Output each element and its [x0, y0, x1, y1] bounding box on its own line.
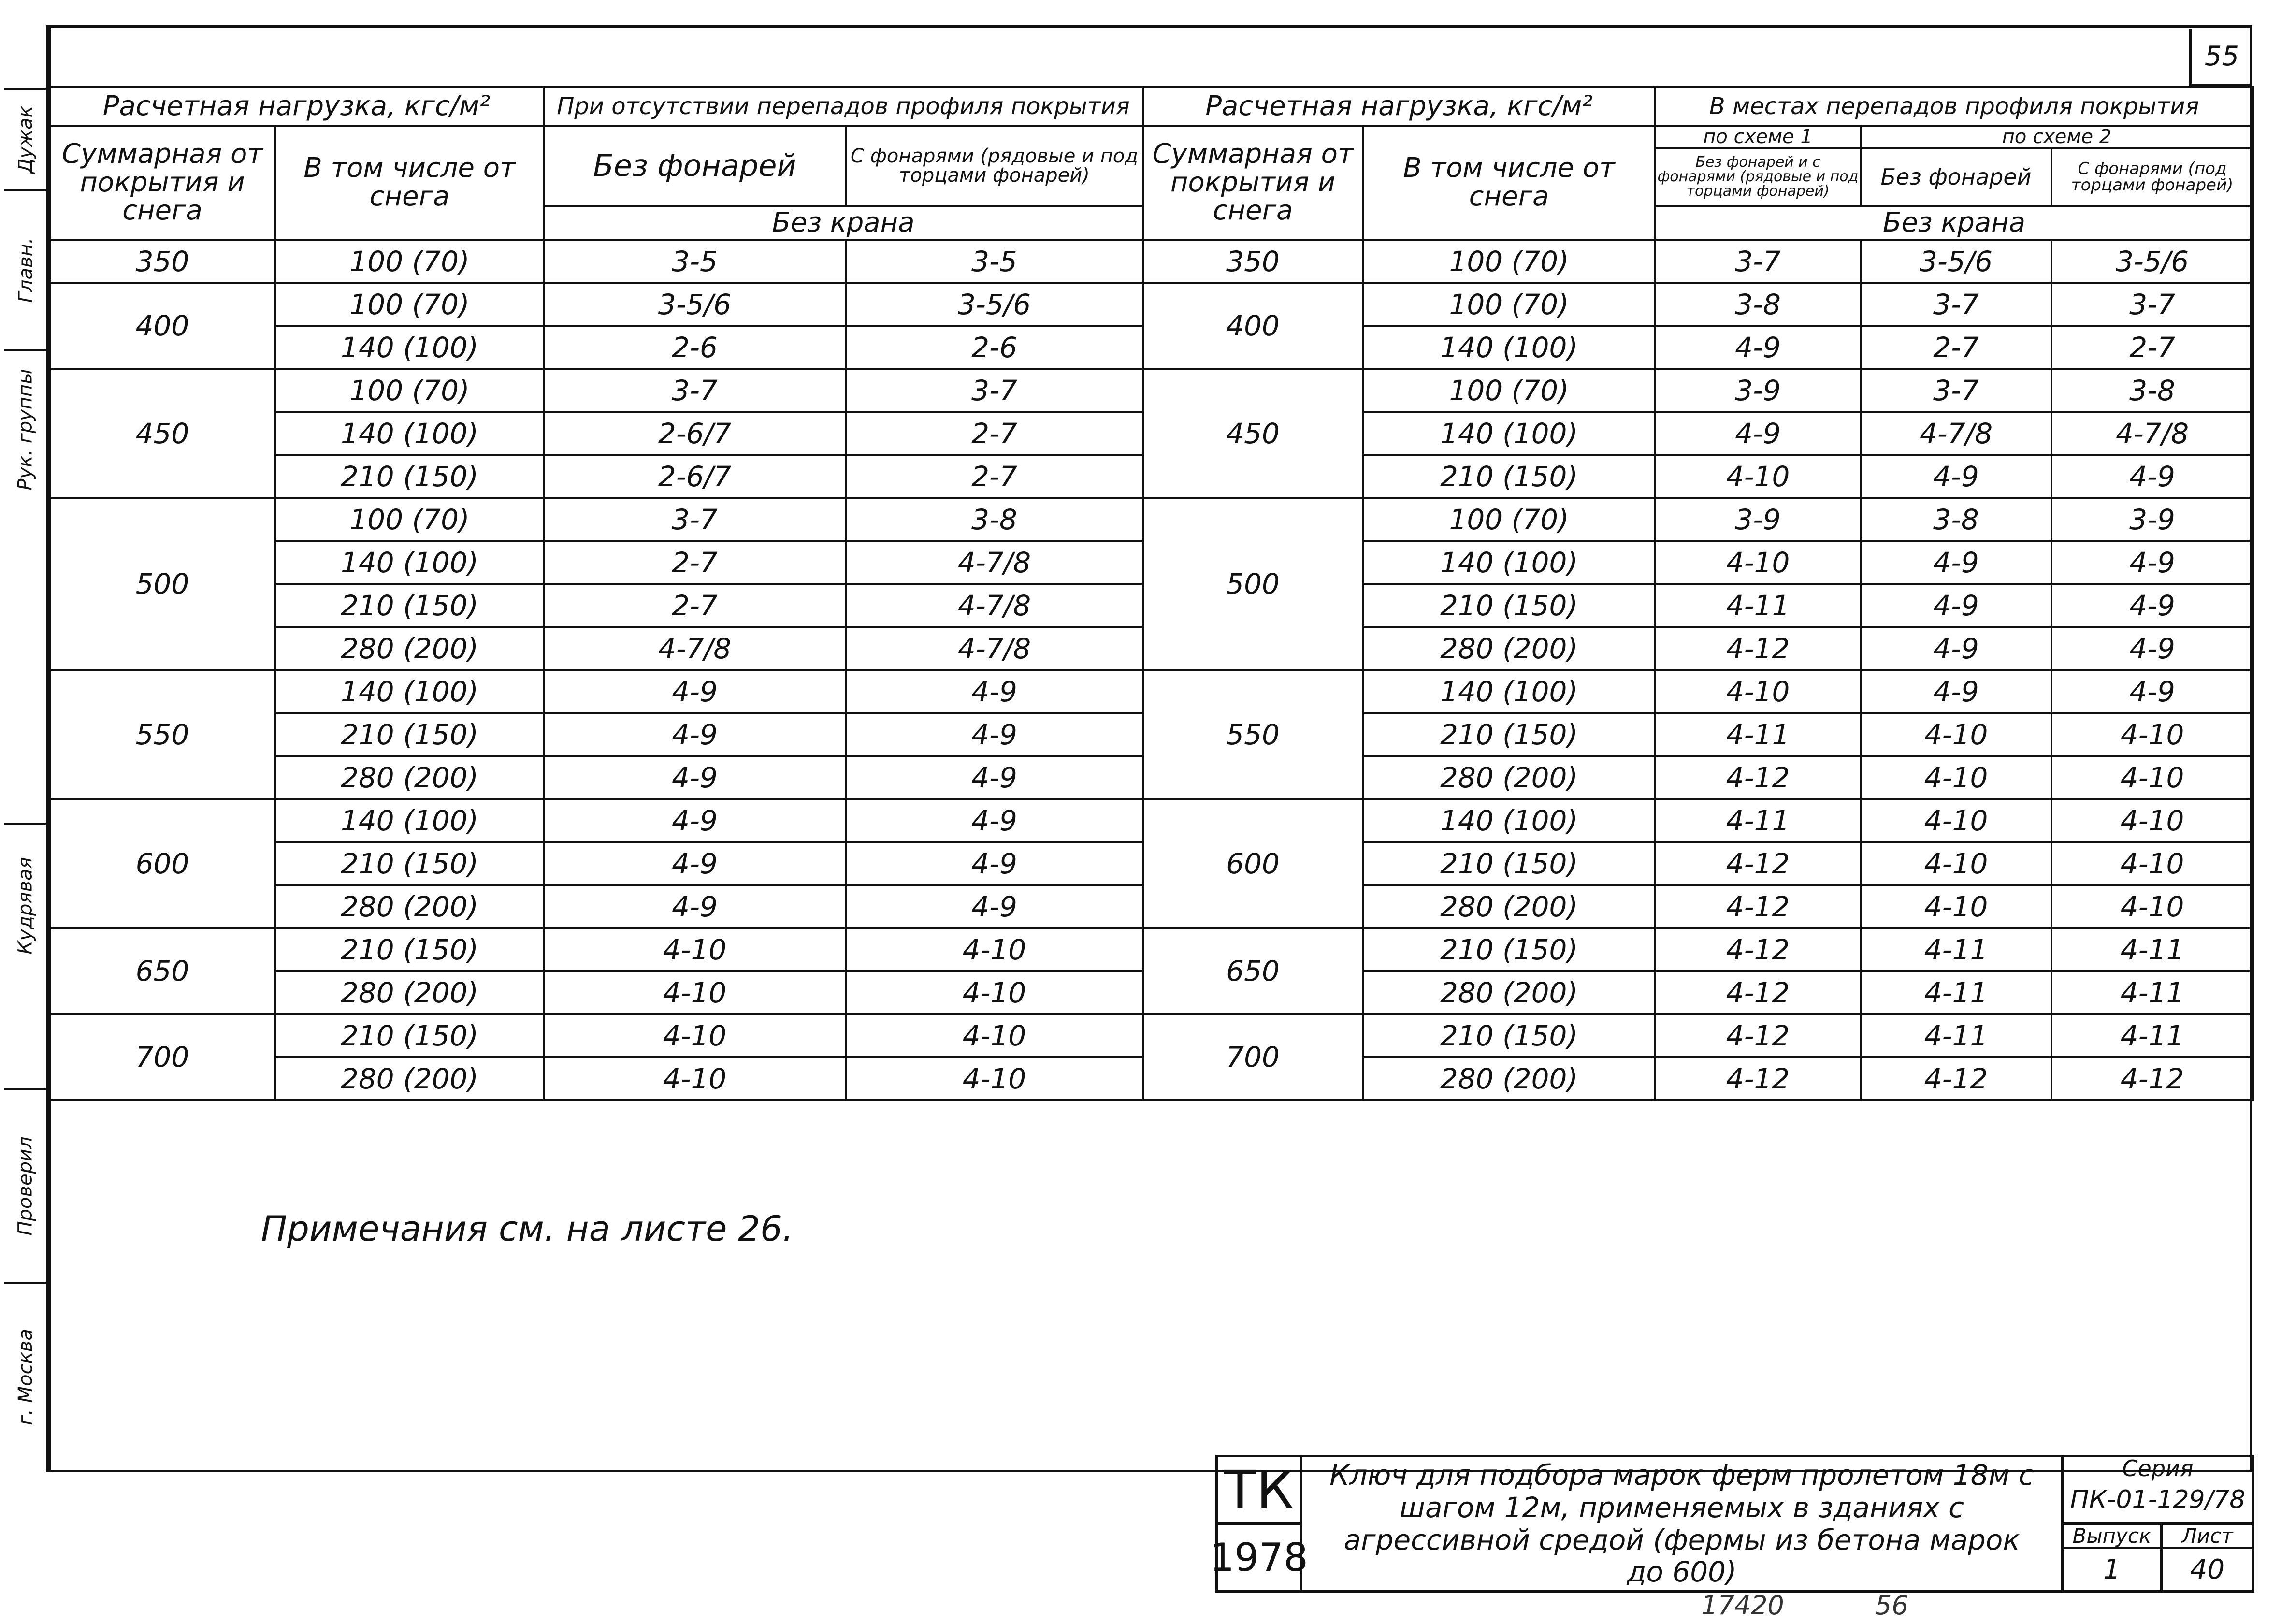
snow-load-cell: 210 (150) [275, 455, 544, 498]
mark-scheme1-cell: 4-12 [1655, 756, 1861, 799]
mark-scheme2-no-lanterns-cell: 3-7 [1861, 369, 2051, 412]
mark-scheme2-with-lanterns-cell: 4-7/8 [2051, 412, 2253, 455]
right-snow-load-cell: 140 (100) [1363, 541, 1655, 584]
total-load-cell: 400 [49, 283, 275, 369]
title-block [1210, 1455, 2254, 1595]
right-snow-load-cell: 140 (100) [1363, 670, 1655, 713]
right-total-load-cell: 500 [1143, 498, 1363, 670]
right-total-load-cell: 600 [1143, 799, 1363, 928]
right-snow-load-cell: 140 (100) [1363, 799, 1655, 842]
mark-scheme2-with-lanterns-cell: 4-11 [2051, 971, 2253, 1014]
snow-load-cell: 280 (200) [275, 1057, 544, 1100]
stamp-cell [4, 1282, 47, 1470]
right-snow-load-cell: 280 (200) [1363, 756, 1655, 799]
snow-load-cell: 140 (100) [275, 326, 544, 369]
snow-load-cell: 100 (70) [275, 283, 544, 326]
mark-scheme2-no-lanterns-cell: 4-10 [1861, 842, 2051, 885]
header-scheme1: по схеме 1 [1655, 126, 1861, 148]
snow-load-cell: 280 (200) [275, 885, 544, 928]
header-left-load: Расчетная нагрузка, кгс/м² [49, 87, 544, 126]
mark-scheme2-no-lanterns-cell: 4-9 [1861, 670, 2051, 713]
mark-scheme1-cell: 3-9 [1655, 498, 1861, 541]
stamp-text: Рук. группы [14, 369, 37, 491]
header-no-drop: При отсутствии перепадов профиля покрытия [544, 87, 1143, 126]
snow-load-cell: 140 (100) [275, 670, 544, 713]
mark-with-lanterns-cell: 3-5 [846, 240, 1143, 283]
right-snow-load-cell: 100 (70) [1363, 240, 1655, 283]
mark-with-lanterns-cell: 4-9 [846, 756, 1143, 799]
mark-with-lanterns-cell: 4-7/8 [846, 584, 1143, 627]
mark-scheme2-no-lanterns-cell: 4-9 [1861, 627, 2051, 670]
right-snow-load-cell: 210 (150) [1363, 1014, 1655, 1057]
mark-scheme1-cell: 4-9 [1655, 412, 1861, 455]
mark-scheme1-cell: 4-12 [1655, 1014, 1861, 1057]
mark-scheme2-with-lanterns-cell: 4-9 [2051, 627, 2253, 670]
mark-scheme1-cell: 3-7 [1655, 240, 1861, 283]
mark-scheme2-with-lanterns-cell: 4-12 [2051, 1057, 2253, 1100]
mark-no-lanterns-cell: 3-7 [544, 369, 846, 412]
mark-no-lanterns-cell: 2-6 [544, 326, 846, 369]
snow-load-cell: 210 (150) [275, 584, 544, 627]
right-total-load-cell: 550 [1143, 670, 1363, 799]
mark-no-lanterns-cell: 2-7 [544, 541, 846, 584]
total-load-cell: 700 [49, 1014, 275, 1100]
mark-with-lanterns-cell: 4-10 [846, 1057, 1143, 1100]
stamp-text: Кудрявая [14, 857, 37, 955]
mark-no-lanterns-cell: 2-6/7 [544, 412, 846, 455]
issue-number: 1 [2061, 1547, 2163, 1593]
mark-no-lanterns-cell: 2-7 [544, 584, 846, 627]
mark-scheme1-cell: 4-10 [1655, 455, 1861, 498]
header-with-drop: В местах перепадов профиля покрытия [1655, 87, 2253, 126]
org-code: ТК [1215, 1455, 1302, 1525]
table-row [49, 670, 2253, 713]
right-snow-load-cell: 210 (150) [1363, 455, 1655, 498]
mark-scheme2-no-lanterns-cell: 4-9 [1861, 541, 2051, 584]
total-load-cell: 450 [49, 369, 275, 498]
total-load-cell: 550 [49, 670, 275, 799]
snow-load-cell: 210 (150) [275, 713, 544, 756]
mark-with-lanterns-cell: 4-10 [846, 971, 1143, 1014]
table-row [49, 369, 2253, 412]
mark-scheme1-cell: 4-11 [1655, 799, 1861, 842]
notes-text: Примечания см. на листе 26. [261, 1208, 794, 1249]
right-snow-load-cell: 140 (100) [1363, 412, 1655, 455]
table-row [49, 1014, 2253, 1057]
right-total-load-cell: 650 [1143, 928, 1363, 1014]
right-snow-load-cell: 280 (200) [1363, 885, 1655, 928]
mark-scheme2-no-lanterns-cell: 4-12 [1861, 1057, 2051, 1100]
snow-load-cell: 140 (100) [275, 799, 544, 842]
snow-load-cell: 100 (70) [275, 498, 544, 541]
mark-scheme2-with-lanterns-cell: 3-9 [2051, 498, 2253, 541]
bottom-number: 56 [1875, 1590, 1908, 1621]
mark-scheme2-no-lanterns-cell: 4-10 [1861, 799, 2051, 842]
mark-scheme2-with-lanterns-cell: 3-8 [2051, 369, 2253, 412]
mark-no-lanterns-cell: 4-9 [544, 670, 846, 713]
mark-scheme2-with-lanterns-cell: 4-10 [2051, 885, 2253, 928]
mark-scheme2-no-lanterns-cell: 4-11 [1861, 1014, 2051, 1057]
series-code: ПК-01-129/78 [2061, 1477, 2254, 1525]
issue-label: Выпуск [2061, 1522, 2163, 1549]
mark-with-lanterns-cell: 4-10 [846, 928, 1143, 971]
header-scheme2-no-lanterns: Без фонарей [1861, 148, 2051, 206]
mark-scheme2-with-lanterns-cell: 3-5/6 [2051, 240, 2253, 283]
mark-scheme1-cell: 4-12 [1655, 1057, 1861, 1100]
mark-with-lanterns-cell: 4-7/8 [846, 541, 1143, 584]
header-left-total: Суммарная от покрытия и снега [49, 126, 275, 240]
right-total-load-cell: 350 [1143, 240, 1363, 283]
stamp-text: г. Москва [14, 1329, 37, 1425]
mark-scheme1-cell: 4-12 [1655, 928, 1861, 971]
key-table [48, 86, 2254, 1101]
header-no-lanterns: Без фонарей [544, 126, 846, 206]
stamp-column [0, 25, 48, 1472]
mark-no-lanterns-cell: 4-9 [544, 799, 846, 842]
snow-load-cell: 140 (100) [275, 412, 544, 455]
stamp-text: Дужак [14, 106, 37, 174]
table-row [49, 283, 2253, 326]
bottom-number: 17420 [1701, 1590, 1784, 1621]
total-load-cell: 350 [49, 240, 275, 283]
snow-load-cell: 100 (70) [275, 240, 544, 283]
table-row [49, 928, 2253, 971]
mark-scheme2-no-lanterns-cell: 4-7/8 [1861, 412, 2051, 455]
mark-scheme2-with-lanterns-cell: 4-10 [2051, 756, 2253, 799]
header-with-lanterns: С фонарями (рядовые и под торцами фонарей) [846, 126, 1143, 206]
mark-scheme2-with-lanterns-cell: 4-11 [2051, 928, 2253, 971]
mark-with-lanterns-cell: 2-7 [846, 455, 1143, 498]
mark-scheme1-cell: 4-12 [1655, 971, 1861, 1014]
mark-scheme2-no-lanterns-cell: 4-10 [1861, 713, 2051, 756]
mark-no-lanterns-cell: 4-10 [544, 1057, 846, 1100]
table-row [49, 799, 2253, 842]
mark-with-lanterns-cell: 2-6 [846, 326, 1143, 369]
right-snow-load-cell: 100 (70) [1363, 369, 1655, 412]
header-right-snow: В том числе от снега [1363, 126, 1655, 240]
snow-load-cell: 280 (200) [275, 756, 544, 799]
mark-scheme1-cell: 4-12 [1655, 627, 1861, 670]
year: 1978 [1215, 1522, 1302, 1593]
drawing-title: Ключ для подбора марок ферм пролетом 18м с шагом 12м, применяемых в зданиях с агрессивной средой (фермы из бетона марок до 600) [1300, 1455, 2064, 1593]
mark-with-lanterns-cell: 4-9 [846, 799, 1143, 842]
stamp-cell [4, 823, 47, 987]
stamp-cell [4, 88, 47, 189]
snow-load-cell: 280 (200) [275, 971, 544, 1014]
mark-with-lanterns-cell: 3-8 [846, 498, 1143, 541]
right-snow-load-cell: 210 (150) [1363, 928, 1655, 971]
mark-scheme2-no-lanterns-cell: 4-11 [1861, 971, 2051, 1014]
snow-load-cell: 210 (150) [275, 1014, 544, 1057]
header-right-total: Суммарная от покрытия и снега [1143, 126, 1363, 240]
mark-scheme1-cell: 4-12 [1655, 885, 1861, 928]
mark-no-lanterns-cell: 3-5 [544, 240, 846, 283]
mark-scheme1-cell: 3-9 [1655, 369, 1861, 412]
right-snow-load-cell: 210 (150) [1363, 584, 1655, 627]
mark-scheme2-no-lanterns-cell: 3-5/6 [1861, 240, 2051, 283]
stamp-cell [4, 349, 47, 508]
mark-no-lanterns-cell: 4-9 [544, 713, 846, 756]
total-load-cell: 650 [49, 928, 275, 1014]
right-snow-load-cell: 280 (200) [1363, 1057, 1655, 1100]
mark-no-lanterns-cell: 4-9 [544, 756, 846, 799]
mark-scheme2-no-lanterns-cell: 4-10 [1861, 885, 2051, 928]
mark-scheme2-no-lanterns-cell: 4-9 [1861, 584, 2051, 627]
right-snow-load-cell: 100 (70) [1363, 283, 1655, 326]
snow-load-cell: 210 (150) [275, 928, 544, 971]
mark-no-lanterns-cell: 3-5/6 [544, 283, 846, 326]
mark-scheme1-cell: 4-9 [1655, 326, 1861, 369]
right-total-load-cell: 450 [1143, 369, 1363, 498]
mark-with-lanterns-cell: 4-9 [846, 842, 1143, 885]
table-row [49, 240, 2253, 283]
mark-scheme2-with-lanterns-cell: 4-9 [2051, 541, 2253, 584]
sheet-label: Лист [2160, 1522, 2254, 1549]
mark-no-lanterns-cell: 4-10 [544, 971, 846, 1014]
mark-no-lanterns-cell: 4-10 [544, 928, 846, 971]
snow-load-cell: 210 (150) [275, 842, 544, 885]
stamp-cell [4, 1088, 47, 1282]
right-snow-load-cell: 140 (100) [1363, 326, 1655, 369]
mark-scheme1-cell: 4-10 [1655, 541, 1861, 584]
mark-scheme2-no-lanterns-cell: 2-7 [1861, 326, 2051, 369]
mark-scheme2-with-lanterns-cell: 3-7 [2051, 283, 2253, 326]
mark-scheme2-no-lanterns-cell: 4-11 [1861, 928, 2051, 971]
mark-with-lanterns-cell: 4-9 [846, 885, 1143, 928]
mark-scheme2-with-lanterns-cell: 4-9 [2051, 670, 2253, 713]
mark-with-lanterns-cell: 3-5/6 [846, 283, 1143, 326]
sheet-number: 40 [2160, 1547, 2254, 1593]
right-snow-load-cell: 280 (200) [1363, 971, 1655, 1014]
mark-scheme2-no-lanterns-cell: 3-7 [1861, 283, 2051, 326]
total-load-cell: 500 [49, 498, 275, 670]
header-right-load: Расчетная нагрузка, кгс/м² [1143, 87, 1655, 126]
page-number: 55 [2189, 29, 2252, 86]
snow-load-cell: 140 (100) [275, 541, 544, 584]
table-row [49, 498, 2253, 541]
mark-scheme2-no-lanterns-cell: 3-8 [1861, 498, 2051, 541]
mark-with-lanterns-cell: 2-7 [846, 412, 1143, 455]
right-snow-load-cell: 210 (150) [1363, 713, 1655, 756]
mark-scheme2-with-lanterns-cell: 4-10 [2051, 713, 2253, 756]
table-body [49, 240, 2253, 1100]
mark-scheme1-cell: 4-12 [1655, 842, 1861, 885]
mark-scheme1-cell: 4-10 [1655, 670, 1861, 713]
right-snow-load-cell: 280 (200) [1363, 627, 1655, 670]
stamp-text: Проверил [14, 1136, 37, 1236]
right-snow-load-cell: 210 (150) [1363, 842, 1655, 885]
mark-with-lanterns-cell: 4-9 [846, 670, 1143, 713]
mark-no-lanterns-cell: 4-10 [544, 1014, 846, 1057]
mark-scheme2-with-lanterns-cell: 4-11 [2051, 1014, 2253, 1057]
right-total-load-cell: 400 [1143, 283, 1363, 369]
mark-scheme2-with-lanterns-cell: 4-9 [2051, 584, 2253, 627]
header-scheme2-with-lanterns: С фонарями (под торцами фонарей) [2051, 148, 2253, 206]
header-scheme2: по схеме 2 [1861, 126, 2253, 148]
mark-no-lanterns-cell: 4-7/8 [544, 627, 846, 670]
mark-scheme2-with-lanterns-cell: 4-10 [2051, 842, 2253, 885]
mark-with-lanterns-cell: 4-7/8 [846, 627, 1143, 670]
mark-with-lanterns-cell: 3-7 [846, 369, 1143, 412]
series-label: Серия [2061, 1455, 2254, 1479]
mark-no-lanterns-cell: 4-9 [544, 842, 846, 885]
right-snow-load-cell: 100 (70) [1363, 498, 1655, 541]
mark-scheme2-no-lanterns-cell: 4-9 [1861, 455, 2051, 498]
header-no-crane-left: Без крана [544, 206, 1143, 240]
mark-scheme1-cell: 4-11 [1655, 713, 1861, 756]
total-load-cell: 600 [49, 799, 275, 928]
mark-no-lanterns-cell: 3-7 [544, 498, 846, 541]
mark-scheme2-with-lanterns-cell: 2-7 [2051, 326, 2253, 369]
stamp-cell [4, 189, 47, 349]
mark-scheme1-cell: 4-11 [1655, 584, 1861, 627]
header-left-snow: В том числе от снега [275, 126, 544, 240]
mark-scheme2-with-lanterns-cell: 4-10 [2051, 799, 2253, 842]
mark-scheme2-no-lanterns-cell: 4-10 [1861, 756, 2051, 799]
snow-load-cell: 100 (70) [275, 369, 544, 412]
mark-scheme2-with-lanterns-cell: 4-9 [2051, 455, 2253, 498]
snow-load-cell: 280 (200) [275, 627, 544, 670]
mark-no-lanterns-cell: 2-6/7 [544, 455, 846, 498]
right-total-load-cell: 700 [1143, 1014, 1363, 1100]
header-no-crane-right: Без крана [1655, 206, 2253, 240]
mark-with-lanterns-cell: 4-9 [846, 713, 1143, 756]
header-scheme1-col: Без фонарей и с фонарями (рядовые и под торцами фонарей) [1655, 148, 1861, 206]
mark-with-lanterns-cell: 4-10 [846, 1014, 1143, 1057]
stamp-text: Главн. [14, 237, 37, 303]
mark-scheme1-cell: 3-8 [1655, 283, 1861, 326]
mark-no-lanterns-cell: 4-9 [544, 885, 846, 928]
